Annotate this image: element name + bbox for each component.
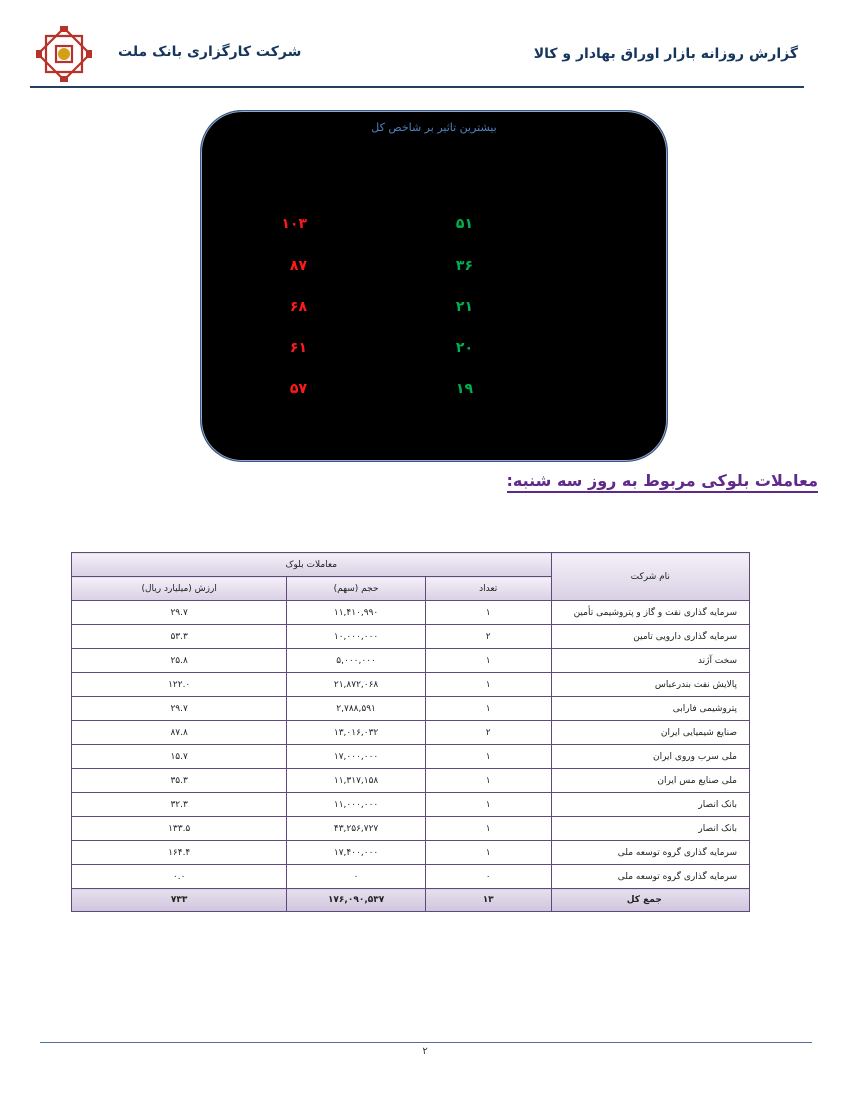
count-cell: ۱ — [425, 649, 551, 673]
volume-cell: ۱۱,۴۱۰,۹۹۰ — [287, 601, 426, 625]
value-cell: ۳۵.۳ — [72, 769, 287, 793]
header-divider — [30, 86, 804, 88]
volume-cell: ۱۱,۰۰۰,۰۰۰ — [287, 793, 426, 817]
count-cell: ۱ — [425, 817, 551, 841]
total-row — [72, 889, 750, 912]
table-row — [72, 673, 750, 697]
count-cell: ۲ — [425, 721, 551, 745]
table-row — [72, 841, 750, 865]
company-cell: پتروشیمی فارابی — [551, 697, 749, 721]
company-cell: ملی صنایع مس ایران — [551, 769, 749, 793]
volume-cell: ۲۱,۸۷۲,۰۶۸ — [287, 673, 426, 697]
value-cell: ۱۳۳.۵ — [72, 817, 287, 841]
count-cell: ۰ — [425, 865, 551, 889]
count-cell: ۱ — [425, 769, 551, 793]
positive-impact-value: ۲۱ — [455, 299, 473, 315]
bank-mellat-logo — [36, 26, 92, 82]
company-name: شرکت کارگزاری بانک ملت — [118, 44, 302, 60]
volume-cell: ۱۱,۳۱۷,۱۵۸ — [287, 769, 426, 793]
value-cell: ۲۹.۷ — [72, 697, 287, 721]
positive-impact-value: ۵۱ — [455, 216, 473, 232]
count-cell: ۱ — [425, 793, 551, 817]
value-cell: ۸۷.۸ — [72, 721, 287, 745]
footer-divider — [40, 1042, 812, 1043]
count-cell: ۱ — [425, 745, 551, 769]
count-cell: ۱ — [425, 601, 551, 625]
volume-cell: ۴۳,۲۵۶,۷۲۷ — [287, 817, 426, 841]
value-cell: ۱۲۲.۰ — [72, 673, 287, 697]
total-label: جمع کل — [551, 889, 749, 912]
value-cell: ۲۹.۷ — [72, 601, 287, 625]
volume-cell: ۱۳,۰۱۶,۰۳۲ — [287, 721, 426, 745]
company-column-header: نام شرکت — [551, 553, 749, 601]
total-value: ۷۳۳ — [72, 889, 287, 912]
table-row — [72, 601, 750, 625]
total-count: ۱۳ — [425, 889, 551, 912]
company-cell: بانک انصار — [551, 793, 749, 817]
index-impact-panel — [200, 110, 668, 462]
count-cell: ۲ — [425, 625, 551, 649]
volume-cell: ۲,۷۸۸,۵۹۱ — [287, 697, 426, 721]
positive-impact-value: ۳۶ — [455, 258, 473, 274]
table-row — [72, 769, 750, 793]
company-cell: پالایش نفت بندرعباس — [551, 673, 749, 697]
negative-impact-value: ۶۸ — [289, 299, 307, 315]
value-cell: ۲۵.۸ — [72, 649, 287, 673]
positive-impact-value: ۱۹ — [455, 381, 473, 397]
block-trades-group-header: معاملات بلوک — [72, 553, 552, 577]
value-cell: ۱۵.۷ — [72, 745, 287, 769]
volume-cell: ۱۷,۴۰۰,۰۰۰ — [287, 841, 426, 865]
company-cell: سرمایه گذاری گروه توسعه ملی — [551, 865, 749, 889]
block-trades-table — [71, 552, 750, 912]
table-row — [72, 697, 750, 721]
value-cell: ۰.۰ — [72, 865, 287, 889]
volume-cell: ۱۷,۰۰۰,۰۰۰ — [287, 745, 426, 769]
volume-cell: ۱۰,۰۰۰,۰۰۰ — [287, 625, 426, 649]
negative-impact-value: ۱۰۳ — [281, 216, 307, 232]
page-header — [0, 0, 850, 90]
count-cell: ۱ — [425, 697, 551, 721]
positive-impact-value: ۲۰ — [455, 340, 473, 356]
value-cell: ۳۲.۳ — [72, 793, 287, 817]
count-cell: ۱ — [425, 841, 551, 865]
volume-cell: ۵,۰۰۰,۰۰۰ — [287, 649, 426, 673]
page-number: ۲ — [422, 1046, 428, 1057]
table-row — [72, 745, 750, 769]
table-row — [72, 625, 750, 649]
company-cell: بانک انصار — [551, 817, 749, 841]
negative-impact-value: ۵۷ — [289, 381, 307, 397]
impact-title: بیشترین تاثیر بر شاخص کل — [371, 121, 497, 134]
table-row — [72, 793, 750, 817]
count-column-header: تعداد — [425, 577, 551, 601]
table-row — [72, 721, 750, 745]
value-cell: ۱۶۴.۴ — [72, 841, 287, 865]
negative-impact-value: ۸۷ — [289, 258, 307, 274]
value-column-header: ارزش (میلیارد ریال) — [72, 577, 287, 601]
company-cell: صنایع شیمیایی ایران — [551, 721, 749, 745]
volume-cell: ۰ — [287, 865, 426, 889]
company-cell: سرمایه گذاری دارویی تامین — [551, 625, 749, 649]
block-trades-heading: معاملات بلوکی مربوط به روز سه شنبه: — [507, 471, 819, 493]
report-title: گزارش روزانه بازار اوراق بهادار و کالا — [533, 46, 798, 62]
company-cell: ملی سرب وروی ایران — [551, 745, 749, 769]
total-volume: ۱۷۶,۰۹۰,۵۳۷ — [287, 889, 426, 912]
company-cell: سرمایه گذاری گروه توسعه ملی — [551, 841, 749, 865]
count-cell: ۱ — [425, 673, 551, 697]
company-cell: سرمایه گذاری نفت و گاز و پتروشیمی تأمین — [551, 601, 749, 625]
negative-impact-value: ۶۱ — [289, 340, 307, 356]
company-cell: سخت آژند — [551, 649, 749, 673]
volume-column-header: حجم (سهم) — [287, 577, 426, 601]
table-row — [72, 865, 750, 889]
table-row — [72, 649, 750, 673]
value-cell: ۵۳.۳ — [72, 625, 287, 649]
table-row — [72, 817, 750, 841]
